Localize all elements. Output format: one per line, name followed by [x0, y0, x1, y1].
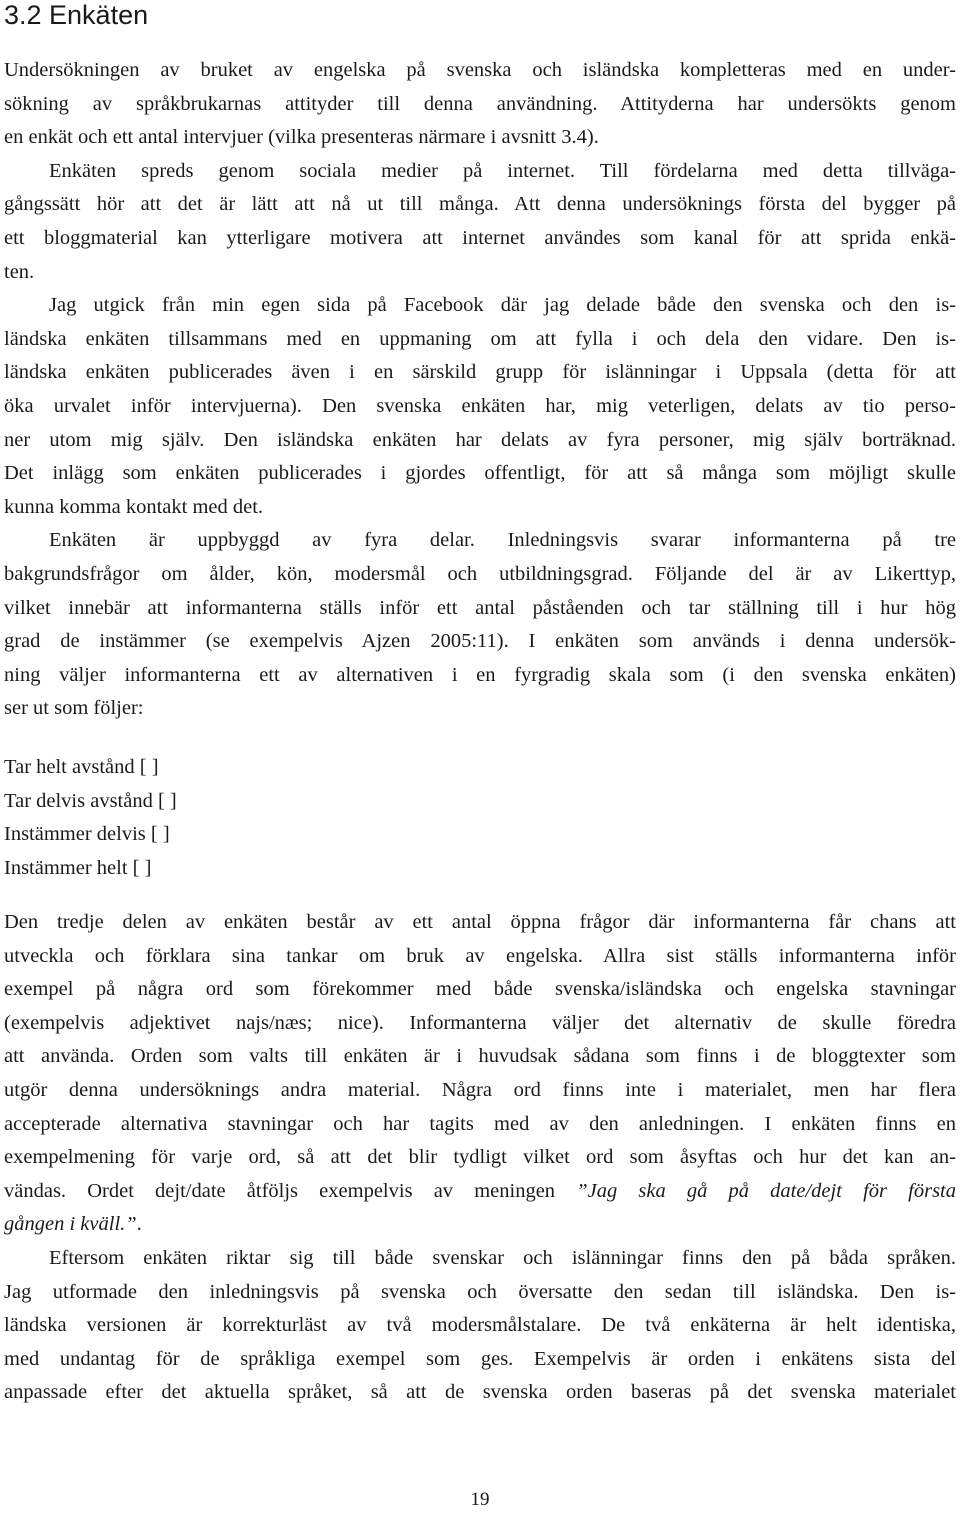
text-line: exempelmening för varje ord, så att det blir tydligt vilket ord som åsyftas och hur det kan an- — [4, 1146, 956, 1169]
text-line: ner utom mig själv. Den isländska enkäten har delats av fyra personer, mig själv borträknad. — [4, 428, 956, 451]
text-line: ser ut som följer: — [4, 697, 144, 720]
text-line: vändas. Ordet dejt/date åtföljs exempelvis av meningen ”Jag ska gå på date/dejt för första — [4, 1179, 957, 1202]
text-line: Den tredje delen av enkäten består av ett antal öppna frågor där informanterna får chans att — [4, 911, 956, 933]
text-line: Eftersom enkäten riktar sig till både svenskar och islänningar finns den på båda språken. — [49, 1247, 956, 1269]
scale-option: Instämmer helt [ ] — [4, 856, 152, 879]
scale-option: Tar delvis avstånd [ ] — [4, 789, 177, 812]
text-line: gångssätt hör att det är lätt att nå ut till många. Att denna undersöknings första del bygger på — [4, 193, 956, 216]
text-line: grad de instämmer (se exempelvis Ajzen 2005:11). I enkäten som används i denna undersök- — [4, 630, 956, 653]
text-line: ett bloggmaterial kan ytterligare motivera att internet användes som kanal för att sprida enkä- — [4, 227, 956, 249]
text-line: bakgrundsfrågor om ålder, kön, modersmål och utbildningsgrad. Följande del är av Likerttyp, — [4, 563, 956, 585]
text-line: utveckla och förklara sina tankar om bruk av engelska. Allra sist ställs informanterna inför — [4, 944, 956, 967]
text-line: Jag utgick från min egen sida på Facebook där jag delade både den svenska och den is- — [49, 294, 956, 317]
text-line: anpassade efter det aktuella språket, så att de svenska orden baseras på det svenska materialet — [4, 1381, 956, 1404]
text-line: exempel på några ord som förekommer med både svenska/isländska och engelska stavningar — [4, 978, 956, 1001]
text-line: en enkät och ett antal intervjuer (vilka presenteras närmare i avsnitt 3.4). — [4, 126, 599, 149]
text-line: ländska enkäten publicerades även i en särskild grupp för islänningar i Uppsala (detta för att — [4, 361, 956, 384]
text-line: accepterade alternativa stavningar och har tagits med av den anledningen. I enkäten finns en — [4, 1112, 956, 1135]
scale-option: Instämmer delvis [ ] — [4, 823, 170, 845]
text-line: ten. — [4, 260, 35, 283]
text-line: Det inlägg som enkäten publicerades i gjordes offentligt, för att så många som möjligt skulle — [4, 462, 956, 485]
text-line: med undantag för de språkliga exempel som ges. Exempelvis är orden i enkätens sista del — [4, 1347, 956, 1370]
text-line: ländska versionen är korrekturläst av två modersmålstalare. De två enkäterna är helt identiska, — [4, 1314, 956, 1337]
text-line: Enkäten är uppbyggd av fyra delar. Inledningsvis svarar informanterna på tre — [49, 529, 956, 552]
text-line: Enkäten spreds genom sociala medier på internet. Till fördelarna med detta tillväga- — [49, 159, 956, 182]
scale-option: Tar helt avstånd [ ] — [4, 756, 159, 778]
text-line: ning väljer informanterna ett av alternativen i en fyrgradig skala som (i den svenska enkäten) — [4, 663, 956, 686]
text-line: öka urvalet inför intervjuerna). Den svenska enkäten har, mig veterligen, delats av tio perso- — [4, 395, 956, 417]
text-line: ländska enkäten tillsammans med en uppmaning om att fylla i och dela den vidare. Den is- — [4, 327, 956, 350]
section-heading: 3.2 Enkäten — [4, 0, 149, 30]
text-line: utgör denna undersöknings andra material. Några ord finns inte i materialet, men har flera — [4, 1079, 956, 1101]
text-line: vilket innebär att informanterna ställs inför ett antal påståenden och tar ställning till i hur hög — [4, 596, 956, 619]
text-line: (exempelvis adjektivet najs/næs; nice). Informanterna väljer det alternativ de skulle föredra — [4, 1011, 956, 1034]
text-line: Jag utformade den inledningsvis på svenska och översatte den sedan till isländska. Den is- — [4, 1280, 956, 1303]
text-line: att använda. Orden som valts till enkäten är i huvudsak sådana som finns i de bloggtexter som — [4, 1045, 956, 1068]
text-line: sökning av språkbrukarnas attityder till denna användning. Attityderna har undersökts genom — [4, 92, 956, 115]
text-line: kunna komma kontakt med det. — [4, 495, 264, 518]
page-number: 19 — [470, 1489, 490, 1510]
text-line: Undersökningen av bruket av engelska på svenska och isländska kompletteras med en under- — [4, 59, 956, 81]
text-line: gången i kväll.”. — [4, 1213, 142, 1236]
